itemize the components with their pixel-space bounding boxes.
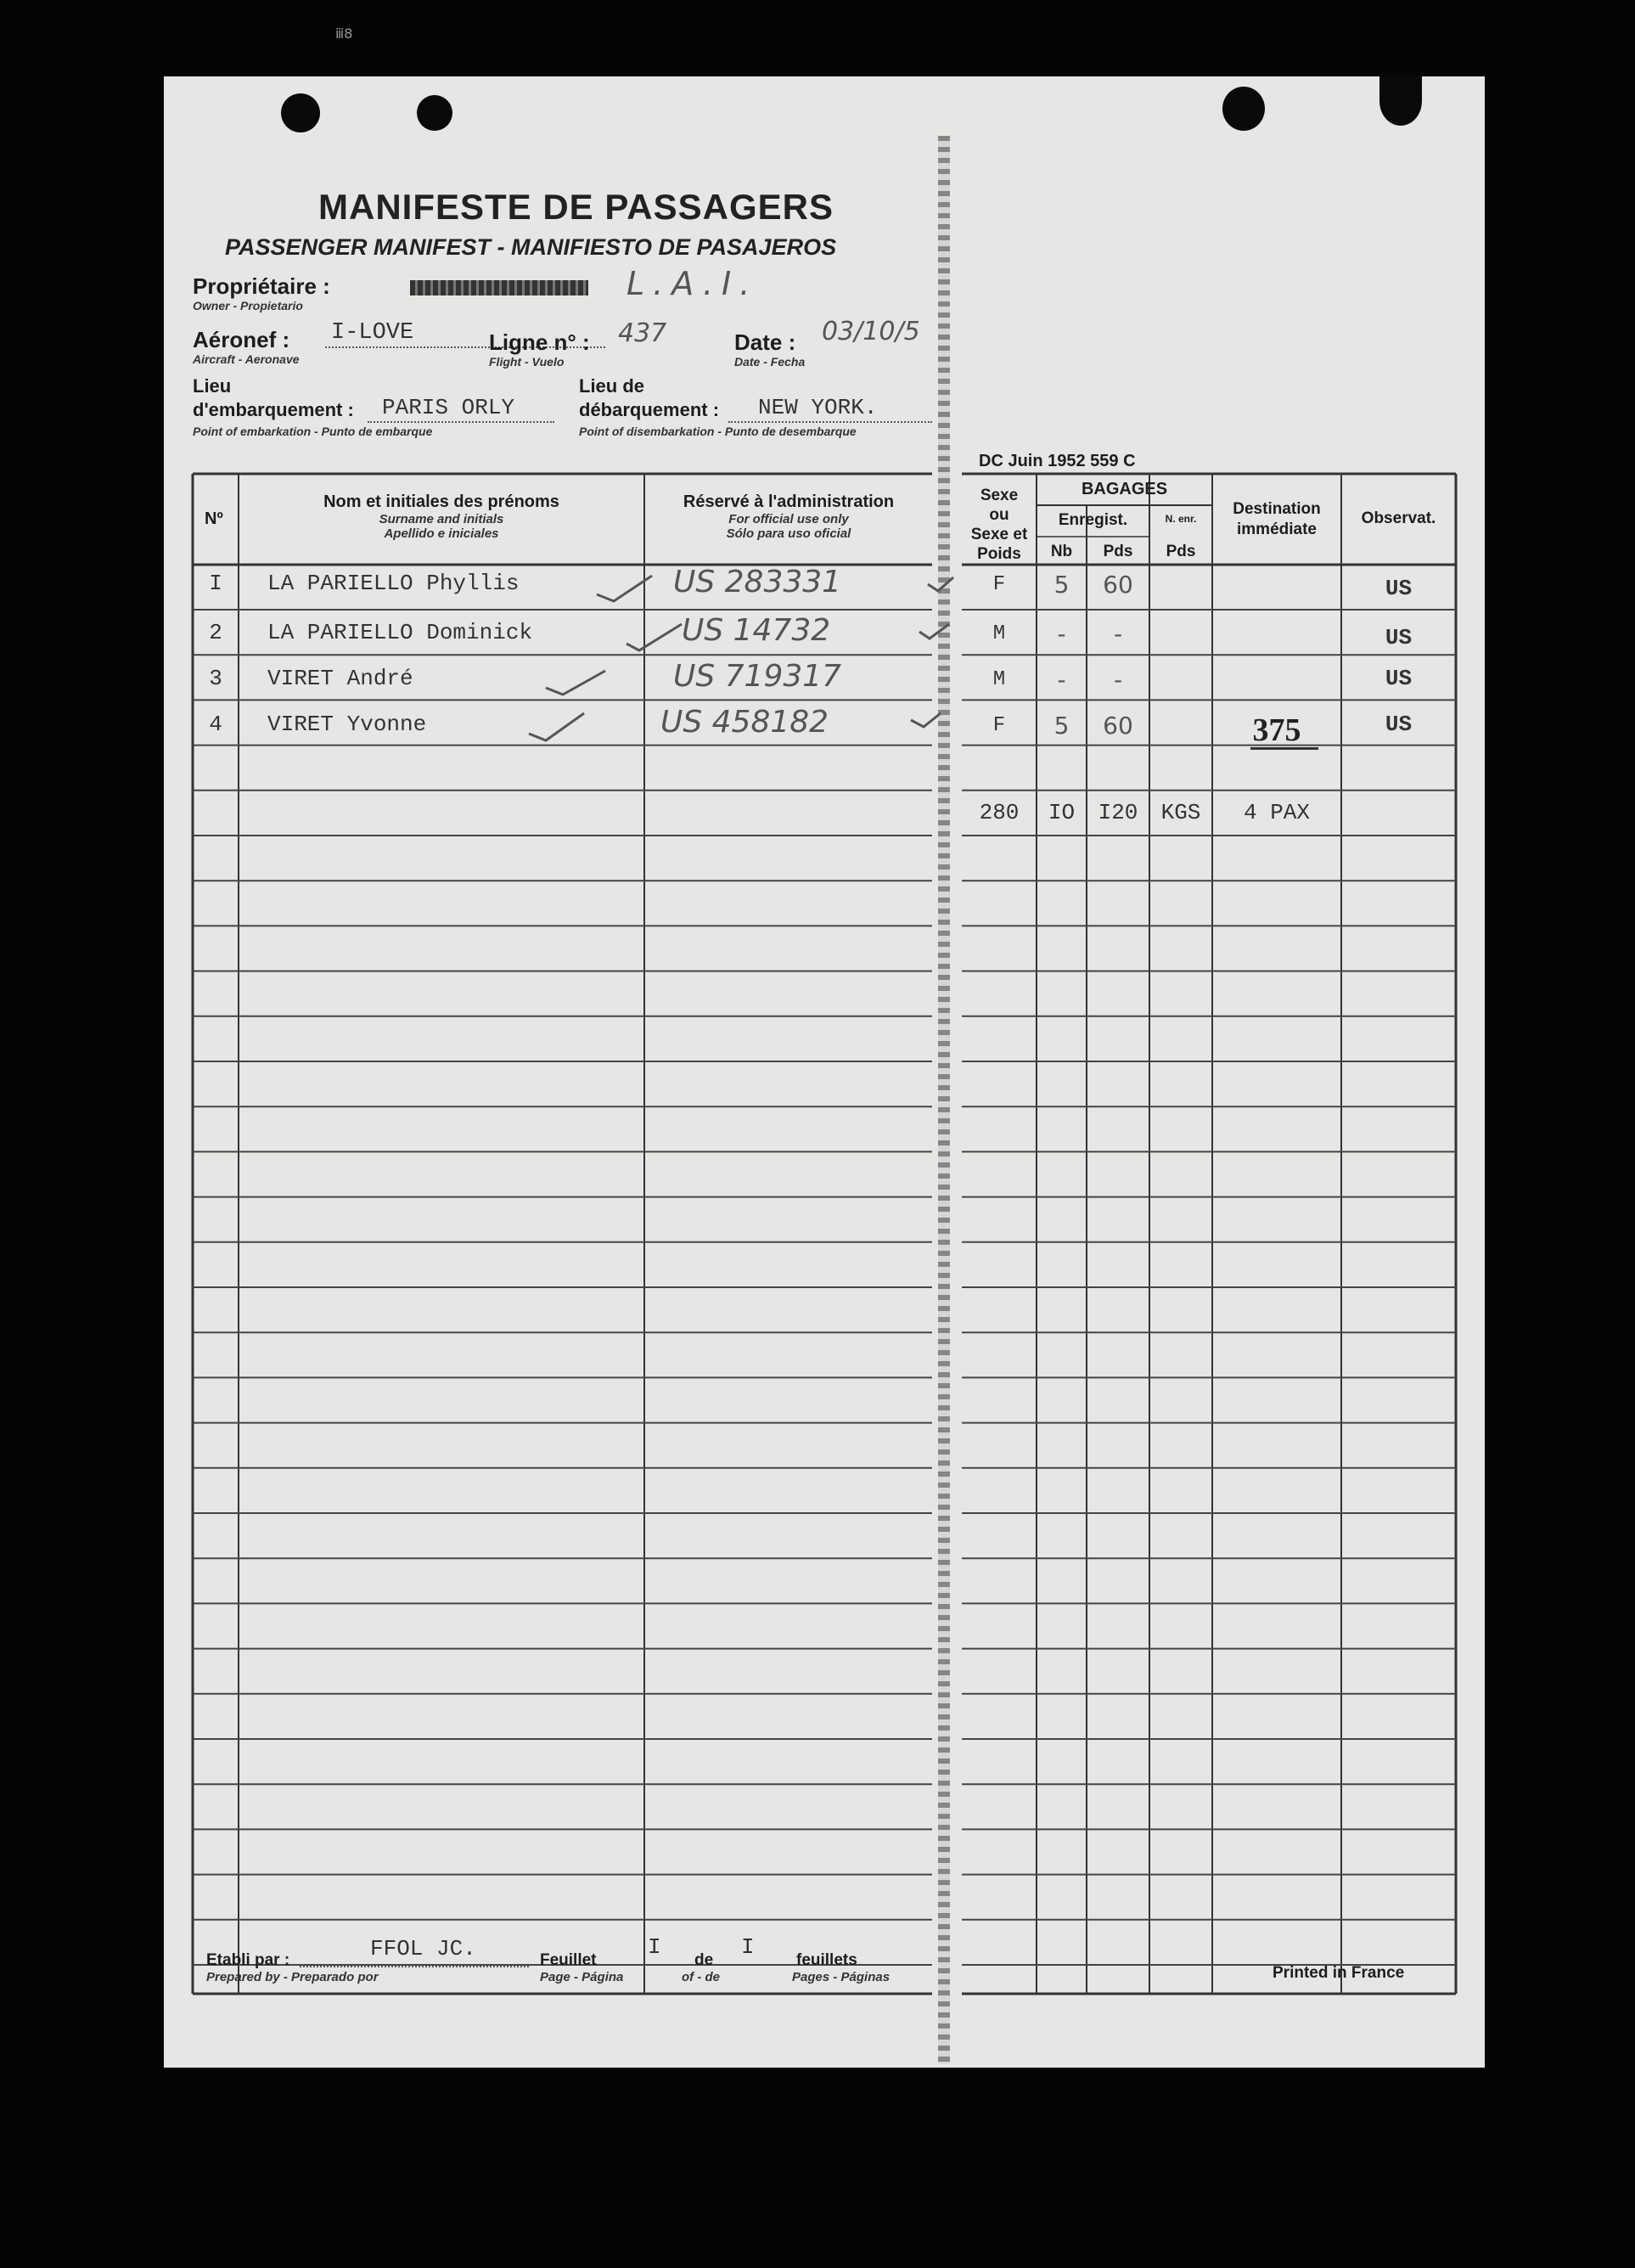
col-header-sexe-4: Poids (977, 545, 1021, 563)
date-value: 03/10/5 (822, 317, 920, 346)
passenger-sex: F (992, 573, 1006, 596)
prepared-value: FFOL JC. (370, 1936, 476, 1961)
pages-sublabel: Pages - Páginas (792, 1970, 891, 1984)
prepared-sublabel: Prepared by - Preparado por (206, 1970, 379, 1984)
check-marks (164, 76, 1485, 2068)
col-header-sexe-2: ou (989, 506, 1009, 524)
passenger-obs: US (1385, 576, 1413, 601)
col-header-no: Nº (205, 509, 223, 528)
col-header-observations: Observat. (1361, 509, 1436, 527)
col-header-name-es: Apellido e iniciales (384, 526, 499, 541)
of-label: de (694, 1951, 714, 1969)
embark-sublabel: Point of embarkation - Punto de embarque (193, 425, 433, 438)
disembark-label-line1: Lieu de (579, 375, 645, 397)
passenger-sex: M (992, 668, 1006, 691)
of-value: I (741, 1934, 755, 1960)
manifest-sheet (164, 76, 1485, 2068)
check-mark (919, 624, 949, 639)
disembark-value: NEW YORK. (758, 395, 878, 420)
col-header-pds-2: Pds (1166, 543, 1196, 560)
col-header-admin-en: For official use only (728, 512, 849, 526)
embark-label-line2: d'embarquement : (193, 399, 354, 420)
printed-in-france: Printed in France (1273, 1964, 1405, 1982)
flight-sublabel: Flight - Vuelo (489, 355, 565, 369)
owner-sublabel: Owner - Propietario (193, 299, 303, 312)
passenger-name: LA PARIELLO Phyllis (267, 571, 520, 596)
col-header-enregist: Enregist. (1058, 511, 1128, 529)
passenger-name: VIRET Yvonne (267, 712, 427, 737)
owner-label: Propriétaire : (193, 273, 330, 299)
col-header-bagages: BAGAGES (1081, 480, 1168, 498)
passenger-admin: US 719317 (673, 659, 842, 694)
manifest-subtitle: PASSENGER MANIFEST - MANIFIESTO DE PASAJEROS (225, 234, 837, 260)
passenger-bag-pds: - (1113, 666, 1123, 694)
aircraft-label: Aéronef : (193, 327, 290, 352)
passenger-name: LA PARIELLO Dominick (267, 620, 533, 645)
embark-label-line1: Lieu (193, 375, 232, 397)
col-header-admin-es: Sólo para uso oficial (726, 526, 851, 541)
owner-value: L.A.I. (626, 265, 759, 302)
total-weight: 280 (979, 800, 1020, 825)
passenger-bag-pds: 60 (1103, 712, 1133, 740)
passenger-obs: US (1385, 625, 1413, 650)
passenger-no: 3 (209, 666, 222, 691)
passenger-admin: US 283331 (673, 565, 842, 599)
col-header-admin-fr: Réservé à l'administration (683, 492, 895, 511)
passenger-admin: US 14732 (682, 613, 831, 648)
total-pax: 4 PAX (1243, 800, 1310, 825)
passenger-name: VIRET André (267, 666, 413, 691)
col-header-destination-1: Destination (1233, 500, 1321, 518)
passenger-no: 2 (209, 620, 222, 645)
check-mark (529, 713, 584, 740)
passenger-obs: US (1385, 712, 1413, 737)
disembark-label-line2: débarquement : (579, 399, 720, 420)
total-bag-pds: I20 (1098, 800, 1138, 825)
check-mark (928, 577, 953, 591)
col-header-nb: Nb (1050, 543, 1073, 560)
passenger-obs: US (1385, 666, 1413, 691)
passenger-destination: 375 (1252, 712, 1301, 748)
col-header-sexe-3: Sexe et (970, 526, 1028, 543)
prepared-underline (300, 1966, 529, 1967)
page-value: I (648, 1934, 661, 1960)
manifest-title: MANIFESTE DE PASSAGERS (318, 187, 834, 227)
passenger-admin: US 458182 (660, 705, 829, 740)
scan-page-mark: ⅲ8 (335, 25, 353, 42)
check-mark (546, 671, 605, 695)
passenger-bag-nb: - (1057, 620, 1066, 648)
passenger-bag-pds: 60 (1103, 571, 1133, 599)
col-header-name-fr: Nom et initiales des prénoms (323, 492, 559, 511)
col-header-destination-2: immédiate (1237, 521, 1317, 538)
form-code: DC Juin 1952 559 C (979, 452, 1136, 470)
date-sublabel: Date - Fecha (734, 355, 806, 369)
check-mark (626, 624, 682, 650)
embark-value: PARIS ORLY (382, 395, 515, 420)
total-unit: KGS (1160, 800, 1201, 825)
col-header-pds: Pds (1103, 543, 1133, 560)
flight-value: 437 (618, 318, 667, 348)
of-sublabel: of - de (682, 1970, 720, 1984)
passenger-bag-nb: 5 (1053, 571, 1070, 599)
check-mark (911, 713, 941, 727)
passenger-bag-nb: - (1057, 666, 1066, 694)
passenger-no: 4 (209, 712, 222, 737)
passenger-no: I (209, 571, 222, 596)
col-header-sexe-1: Sexe (980, 487, 1019, 504)
check-mark (597, 576, 652, 601)
disembark-sublabel: Point of disembarkation - Punto de desembarque (579, 425, 857, 438)
passenger-sex: M (992, 622, 1006, 645)
destination-underline (1250, 747, 1318, 750)
col-header-name-en: Surname and initials (379, 512, 504, 526)
aircraft-value: I-LOVE (331, 320, 414, 346)
pages-label: feuillets (796, 1951, 857, 1969)
aircraft-sublabel: Aircraft - Aeronave (193, 352, 300, 366)
page-sublabel: Page - Página (540, 1970, 624, 1984)
prepared-label: Etabli par : (206, 1951, 290, 1969)
passenger-sex: F (992, 714, 1006, 737)
page-label: Feuillet (540, 1951, 597, 1969)
passenger-bag-pds: - (1113, 620, 1123, 648)
flight-label: Ligne n° : (489, 329, 590, 355)
total-bag-nb: IO (1048, 800, 1076, 825)
col-header-non-enr: N. enr. (1165, 513, 1197, 525)
passenger-bag-nb: 5 (1053, 712, 1070, 740)
date-label: Date : (734, 329, 796, 355)
